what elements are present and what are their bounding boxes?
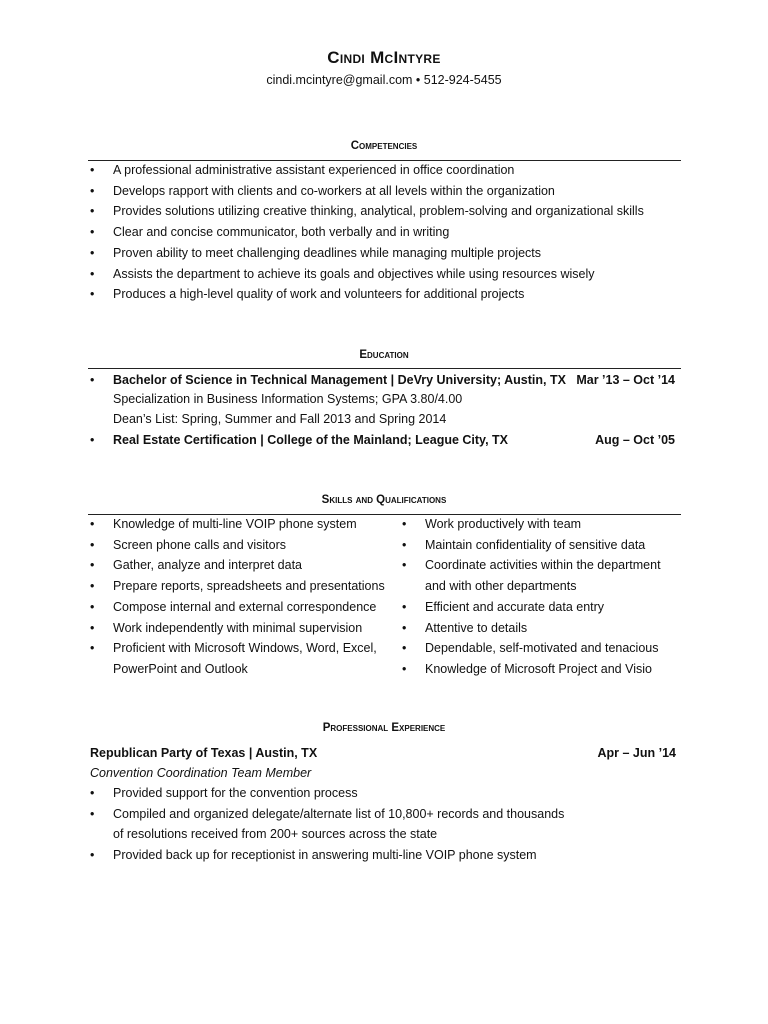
bullet-icon: • <box>402 620 407 635</box>
job-header <box>90 743 678 763</box>
bullet-icon: • <box>402 641 407 656</box>
list-item: • Work productively with team <box>400 514 683 535</box>
list-item: • Provides solutions utilizing creative thinking, analytical, problem-solving and organizational skills <box>88 201 681 222</box>
list-item: • Assists the department to achieve its goals and objectives while using resources wisely <box>88 264 681 285</box>
bullet-icon: • <box>90 517 95 531</box>
list-item: • Dependable, self-motivated and tenacious <box>400 638 683 659</box>
bullet-icon: • <box>402 537 407 552</box>
list-item: • Proven ability to meet challenging deadlines while managing multiple projects <box>88 243 681 264</box>
candidate-name: Cindi McIntyre <box>327 48 441 67</box>
bullet-icon: • <box>90 287 95 302</box>
bullet-icon: • <box>90 641 95 656</box>
bullet-icon: • <box>90 558 95 573</box>
education-entry <box>88 430 681 450</box>
bullet-icon: • <box>90 266 95 281</box>
job-bullets <box>88 783 568 866</box>
bullet-icon: • <box>90 163 95 177</box>
competencies-list <box>88 160 681 305</box>
bullet-icon: • <box>90 433 95 447</box>
bullet-icon: • <box>90 848 95 863</box>
section-title-competencies: Competencies <box>350 140 418 152</box>
list-item: • Screen phone calls and visitors <box>88 535 388 556</box>
education-detail: Specialization in Business Information Systems; GPA 3.80/4.00 <box>113 392 463 406</box>
bullet-icon: • <box>90 786 95 800</box>
bullet-icon: • <box>402 599 407 614</box>
section-title-experience: Professional Experience <box>322 722 446 734</box>
bullet-icon: • <box>90 183 95 198</box>
bullet-icon: • <box>402 517 407 531</box>
skills-list-right <box>400 514 683 680</box>
list-item: • Prepare reports, spreadsheets and presentations <box>88 576 388 597</box>
bullet-icon: • <box>90 620 95 635</box>
section-divider <box>88 368 681 369</box>
list-item: • Maintain confidentiality of sensitive data <box>400 535 683 556</box>
list-item: • Compose internal and external correspondence <box>88 597 388 618</box>
list-item: • Proficient with Microsoft Windows, Word, Excel, PowerPoint and Outlook <box>88 638 388 679</box>
education-date: Aug – Oct ’05 <box>595 433 675 447</box>
list-item: • Gather, analyze and interpret data <box>88 555 388 576</box>
bullet-icon: • <box>90 204 95 219</box>
list-item: • Work independently with minimal supervision <box>88 618 388 639</box>
bullet-icon: • <box>90 373 95 387</box>
list-item: • Knowledge of Microsoft Project and Visio <box>400 659 683 680</box>
degree-title: Bachelor of Science in Technical Management | DeVry University; Austin, TX <box>113 373 566 387</box>
list-item: • Provided back up for receptionist in answering multi-line VOIP phone system <box>88 845 568 866</box>
list-item: • Knowledge of multi-line VOIP phone system <box>88 514 388 535</box>
degree-title: Real Estate Certification | College of the Mainland; League City, TX <box>113 433 508 447</box>
bullet-icon: • <box>90 579 95 594</box>
list-item: • Coordinate activities within the department and with other departments <box>400 555 683 596</box>
bullet-icon: • <box>402 558 407 573</box>
job-role: Convention Coordination Team Member <box>90 766 312 780</box>
bullet-icon: • <box>90 806 95 821</box>
list-item: • Develops rapport with clients and co-workers at all levels within the organization <box>88 181 681 202</box>
bullet-icon: • <box>90 599 95 614</box>
list-item: • Compiled and organized delegate/alternate list of 10,800+ records and thousands of resolutions received from 200+ sources across the state <box>88 804 568 845</box>
section-title-education: Education <box>359 349 409 361</box>
bullet-icon: • <box>90 537 95 552</box>
bullet-icon: • <box>90 225 95 240</box>
education-date: Mar ’13 – Oct ’14 <box>576 373 675 387</box>
bullet-icon: • <box>402 661 407 676</box>
list-item: • Produces a high-level quality of work and volunteers for additional projects <box>88 284 681 305</box>
education-detail: Dean’s List: Spring, Summer and Fall 2013 and Spring 2014 <box>113 412 447 426</box>
contact-info: cindi.mcintyre@gmail.com • 512-924-5455 <box>266 73 502 87</box>
skills-list-left <box>88 514 388 680</box>
list-item: • A professional administrative assistant experienced in office coordination <box>88 160 681 181</box>
list-item: • Provided support for the convention process <box>88 783 568 804</box>
list-item: • Attentive to details <box>400 618 683 639</box>
list-item: • Efficient and accurate data entry <box>400 597 683 618</box>
bullet-icon: • <box>90 245 95 260</box>
section-title-skills: Skills and Qualifications <box>321 494 447 506</box>
employer-name: Republican Party of Texas | Austin, TX <box>90 746 318 760</box>
education-entry <box>88 370 681 390</box>
job-date: Apr – Jun ’14 <box>597 746 676 760</box>
list-item: • Clear and concise communicator, both verbally and in writing <box>88 222 681 243</box>
